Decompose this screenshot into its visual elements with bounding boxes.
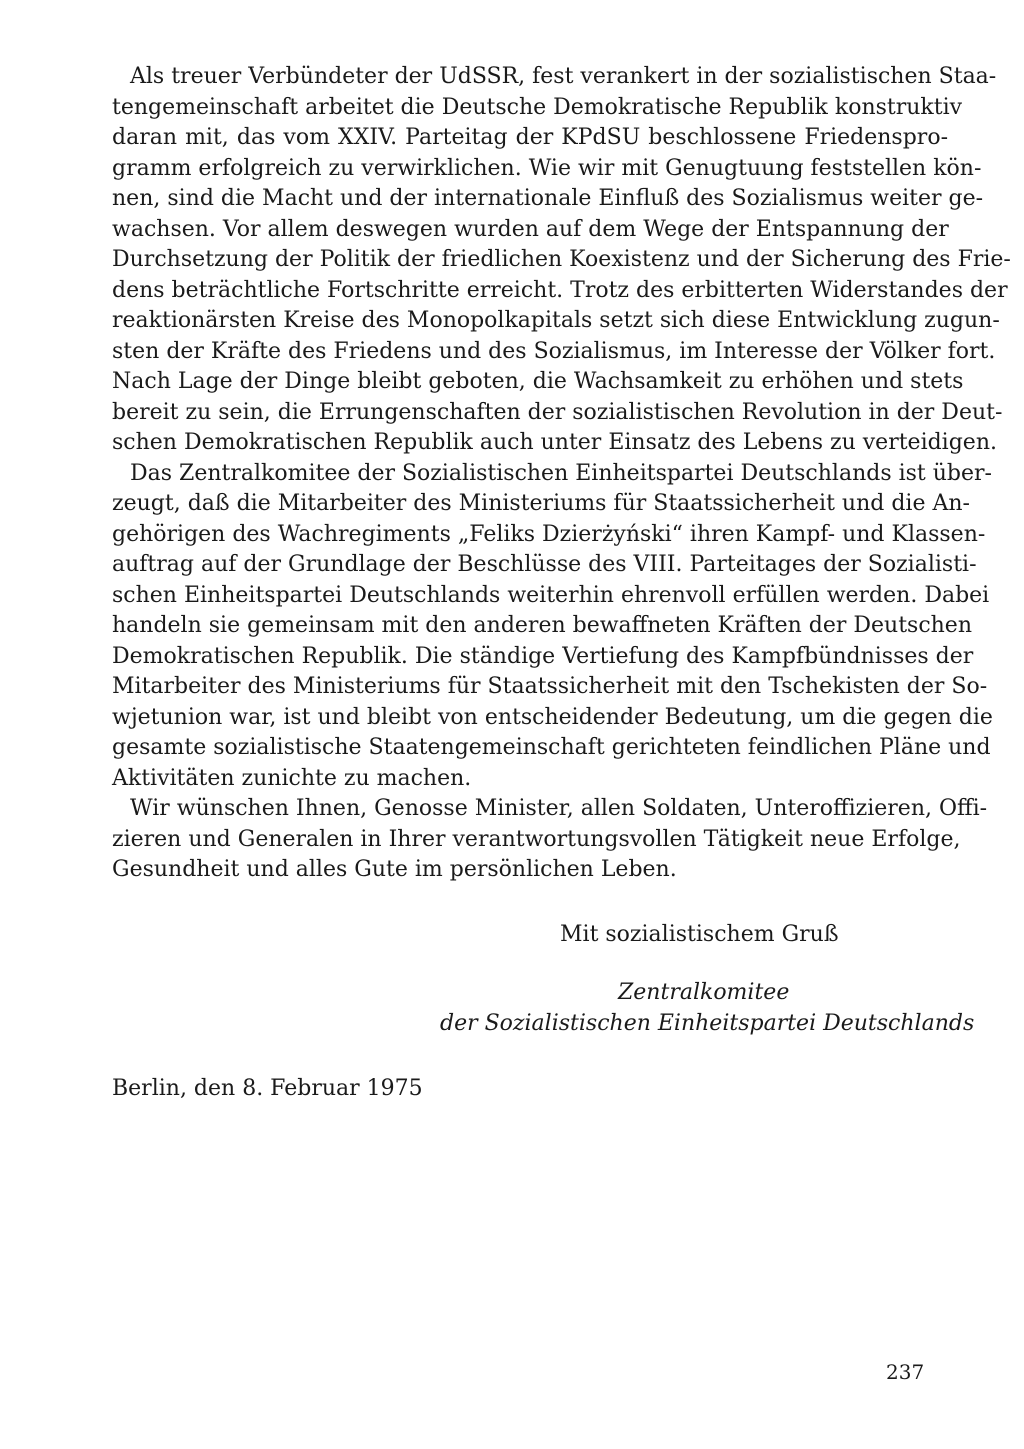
text-line: wachsen. Vor allem deswegen wurden auf dem Wege der Entspannung der [112,216,949,242]
text-line: zieren und Generalen in Ihrer verantwortungsvollen Tätigkeit neue Erfolge, [112,826,961,852]
text-line: schen Demokratischen Republik auch unter Einsatz des Lebens zu verteidigen. [112,430,997,455]
text-line: Aktivitäten zunichte zu machen. [112,765,472,791]
text-line: Wir wünschen Ihnen, Genosse Minister, allen Soldaten, Unteroffizieren, Offi- [130,796,988,821]
text-line: Demokratischen Republik. Die ständige Vertiefung des Kampfbündnisses der [112,643,974,669]
text-line: Das Zentralkomitee der Sozialistischen Einheitspartei Deutschlands ist über- [130,460,992,486]
closing-greeting: Mit sozialistischem Gruß [560,922,839,947]
paragraph-3 [112,794,988,886]
text-line: zeugt, daß die Mitarbeiter des Ministeriums für Staatssicherheit und die An- [112,491,970,516]
text-line: Mitarbeiter des Ministeriums für Staatssicherheit mit den Tschekisten der So- [112,674,988,699]
text-line: daran mit, das vom XXIV. Parteitag der KPdSU beschlossene Friedenspro- [112,125,948,150]
text-line: bereit zu sein, die Errungenschaften der sozialistischen Revolution in der Deut- [112,399,1003,425]
text-line: nen, sind die Macht und der internationale Einfluß des Sozialismus weiter ge- [112,186,984,211]
paragraph-1 [112,62,1011,459]
place-date: Berlin, den 8. Februar 1975 [112,1076,423,1101]
text-line: wjetunion war, ist und bleibt von entscheidender Bedeutung, um die gegen die [112,704,993,730]
sender-line-1: Zentralkomitee [618,980,790,1005]
text-line: Nach Lage der Dinge bleibt geboten, die Wachsamkeit zu erhöhen und stets [112,369,964,394]
text-line: gehörigen des Wachregiments „Feliks Dzierżyński“ ihren Kampf- und Klassen- [112,521,986,547]
text-line: schen Einheitspartei Deutschlands weiterhin ehrenvoll erfüllen werden. Dabei [112,582,990,608]
text-line: Gesundheit und alles Gute im persönlichen Leben. [112,857,677,882]
text-line: tengemeinschaft arbeitet die Deutsche Demokratische Republik konstruktiv [112,94,963,120]
text-line: Durchsetzung der Politik der friedlichen Koexistenz und der Sicherung des Frie- [112,247,1011,272]
text-line: reaktionärsten Kreise des Monopolkapitals setzt sich diese Entwicklung zugun- [112,308,1000,333]
text-line: dens beträchtliche Fortschritte erreicht. Trotz des erbitterten Widerstandes der [112,277,1008,303]
text-line: Als treuer Verbündeter der UdSSR, fest verankert in der sozialistischen Staa- [130,64,997,89]
text-line: gramm erfolgreich zu verwirklichen. Wie wir mit Genugtuung feststellen kön- [112,155,982,181]
text-line: handeln sie gemeinsam mit den anderen bewaffneten Kräften der Deutschen [112,613,972,638]
text-line: auftrag auf der Grundlage der Beschlüsse des VIII. Parteitages der Sozialisti- [112,552,977,577]
text-line: gesamte sozialistische Staatengemeinschaft gerichteten feindlichen Pläne und [112,735,991,760]
page-number: 237 [886,1360,925,1384]
sender-block [440,978,975,1039]
letter-body [112,62,1011,886]
sender-line-2: der Sozialistischen Einheitspartei Deutschlands [440,1010,975,1036]
paragraph-2 [112,459,993,795]
text-line: sten der Kräfte des Friedens und des Sozialismus, im Interesse der Völker fort. [112,338,996,364]
